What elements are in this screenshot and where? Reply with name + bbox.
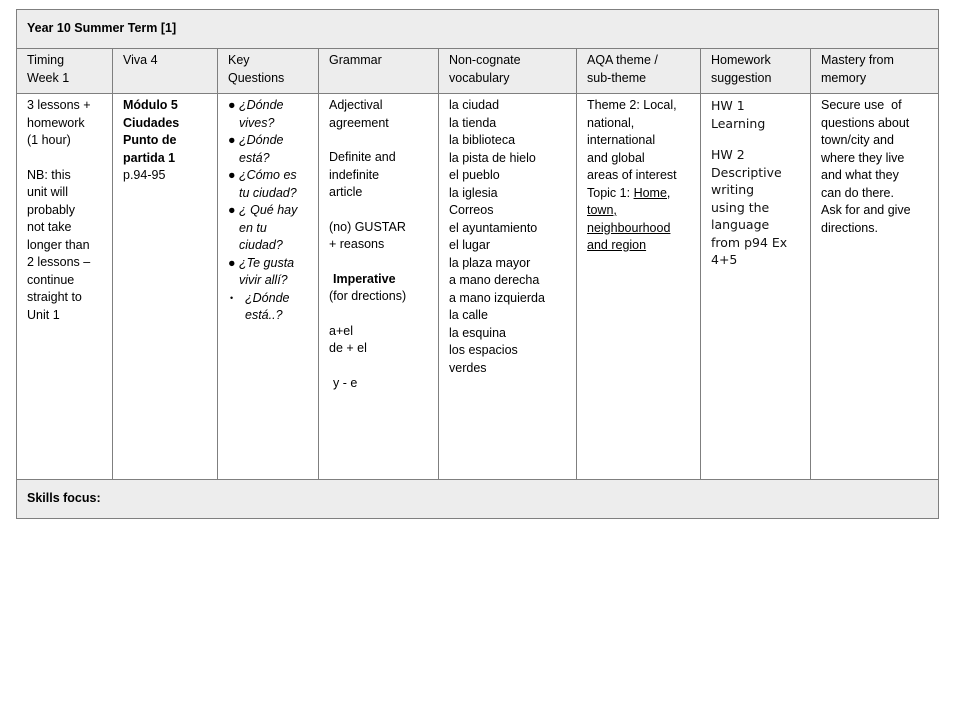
question-item: • ¿Dónde está..? — [230, 290, 290, 322]
vocabulary-cell: la ciudad la tienda la biblioteca la pista de hielo el pueblo la iglesia Correos el ayuntamiento el lugar la plaza mayor a mano derecha a mano izquierda la calle la esquina los espacios verdes — [439, 94, 577, 480]
mastery-cell: Secure use of questions about town/city and where they live and what they can do there. Ask for and give directions. — [811, 94, 939, 480]
key-questions-cell — [218, 94, 319, 480]
question-item: ● ¿ Qué hay en tu ciudad? — [228, 203, 298, 252]
header-row — [17, 49, 939, 94]
content-row — [17, 94, 939, 480]
question-item: ● ¿Dónde está? — [228, 133, 284, 165]
header-key-questions: Key Questions — [218, 49, 319, 94]
header-vocabulary: Non-cognate vocabulary — [439, 49, 577, 94]
skills-focus: Skills focus: — [17, 480, 939, 519]
lesson-plan-table — [16, 9, 939, 519]
question-item: ● ¿Dónde vives? — [228, 98, 284, 130]
header-homework: Homework suggestion — [701, 49, 811, 94]
header-mastery: Mastery from memory — [811, 49, 939, 94]
header-grammar: Grammar — [319, 49, 439, 94]
aqa-theme-cell: Theme 2: Local, national, international and global areas of interest Topic 1: Home, town, neighbourhood and region — [577, 94, 701, 480]
table-title: Year 10 Summer Term [1] — [17, 10, 939, 49]
question-item: ● ¿Te gusta vivir allí? — [228, 255, 295, 287]
question-item: ● ¿Cómo es tu ciudad? — [228, 168, 297, 200]
timing-cell: 3 lessons + homework (1 hour) NB: this unit will probably not take longer than 2 lessons – continue straight to Unit 1 — [17, 94, 113, 480]
header-aqa-theme: AQA theme / sub-theme — [577, 49, 701, 94]
grammar-cell: Adjectival agreement Definite and indefinite article (no) GUSTAR + reasons Imperative (for drections) a+el de + el y - e — [319, 94, 439, 480]
homework-cell: HW 1 Learning HW 2 Descriptive writing using the language from p94 Ex 4+5 — [701, 94, 811, 480]
viva-cell: Módulo 5 Ciudades Punto de partida 1 p.94-95 — [113, 94, 218, 480]
header-viva: Viva 4 — [113, 49, 218, 94]
header-timing: Timing Week 1 — [17, 49, 113, 94]
